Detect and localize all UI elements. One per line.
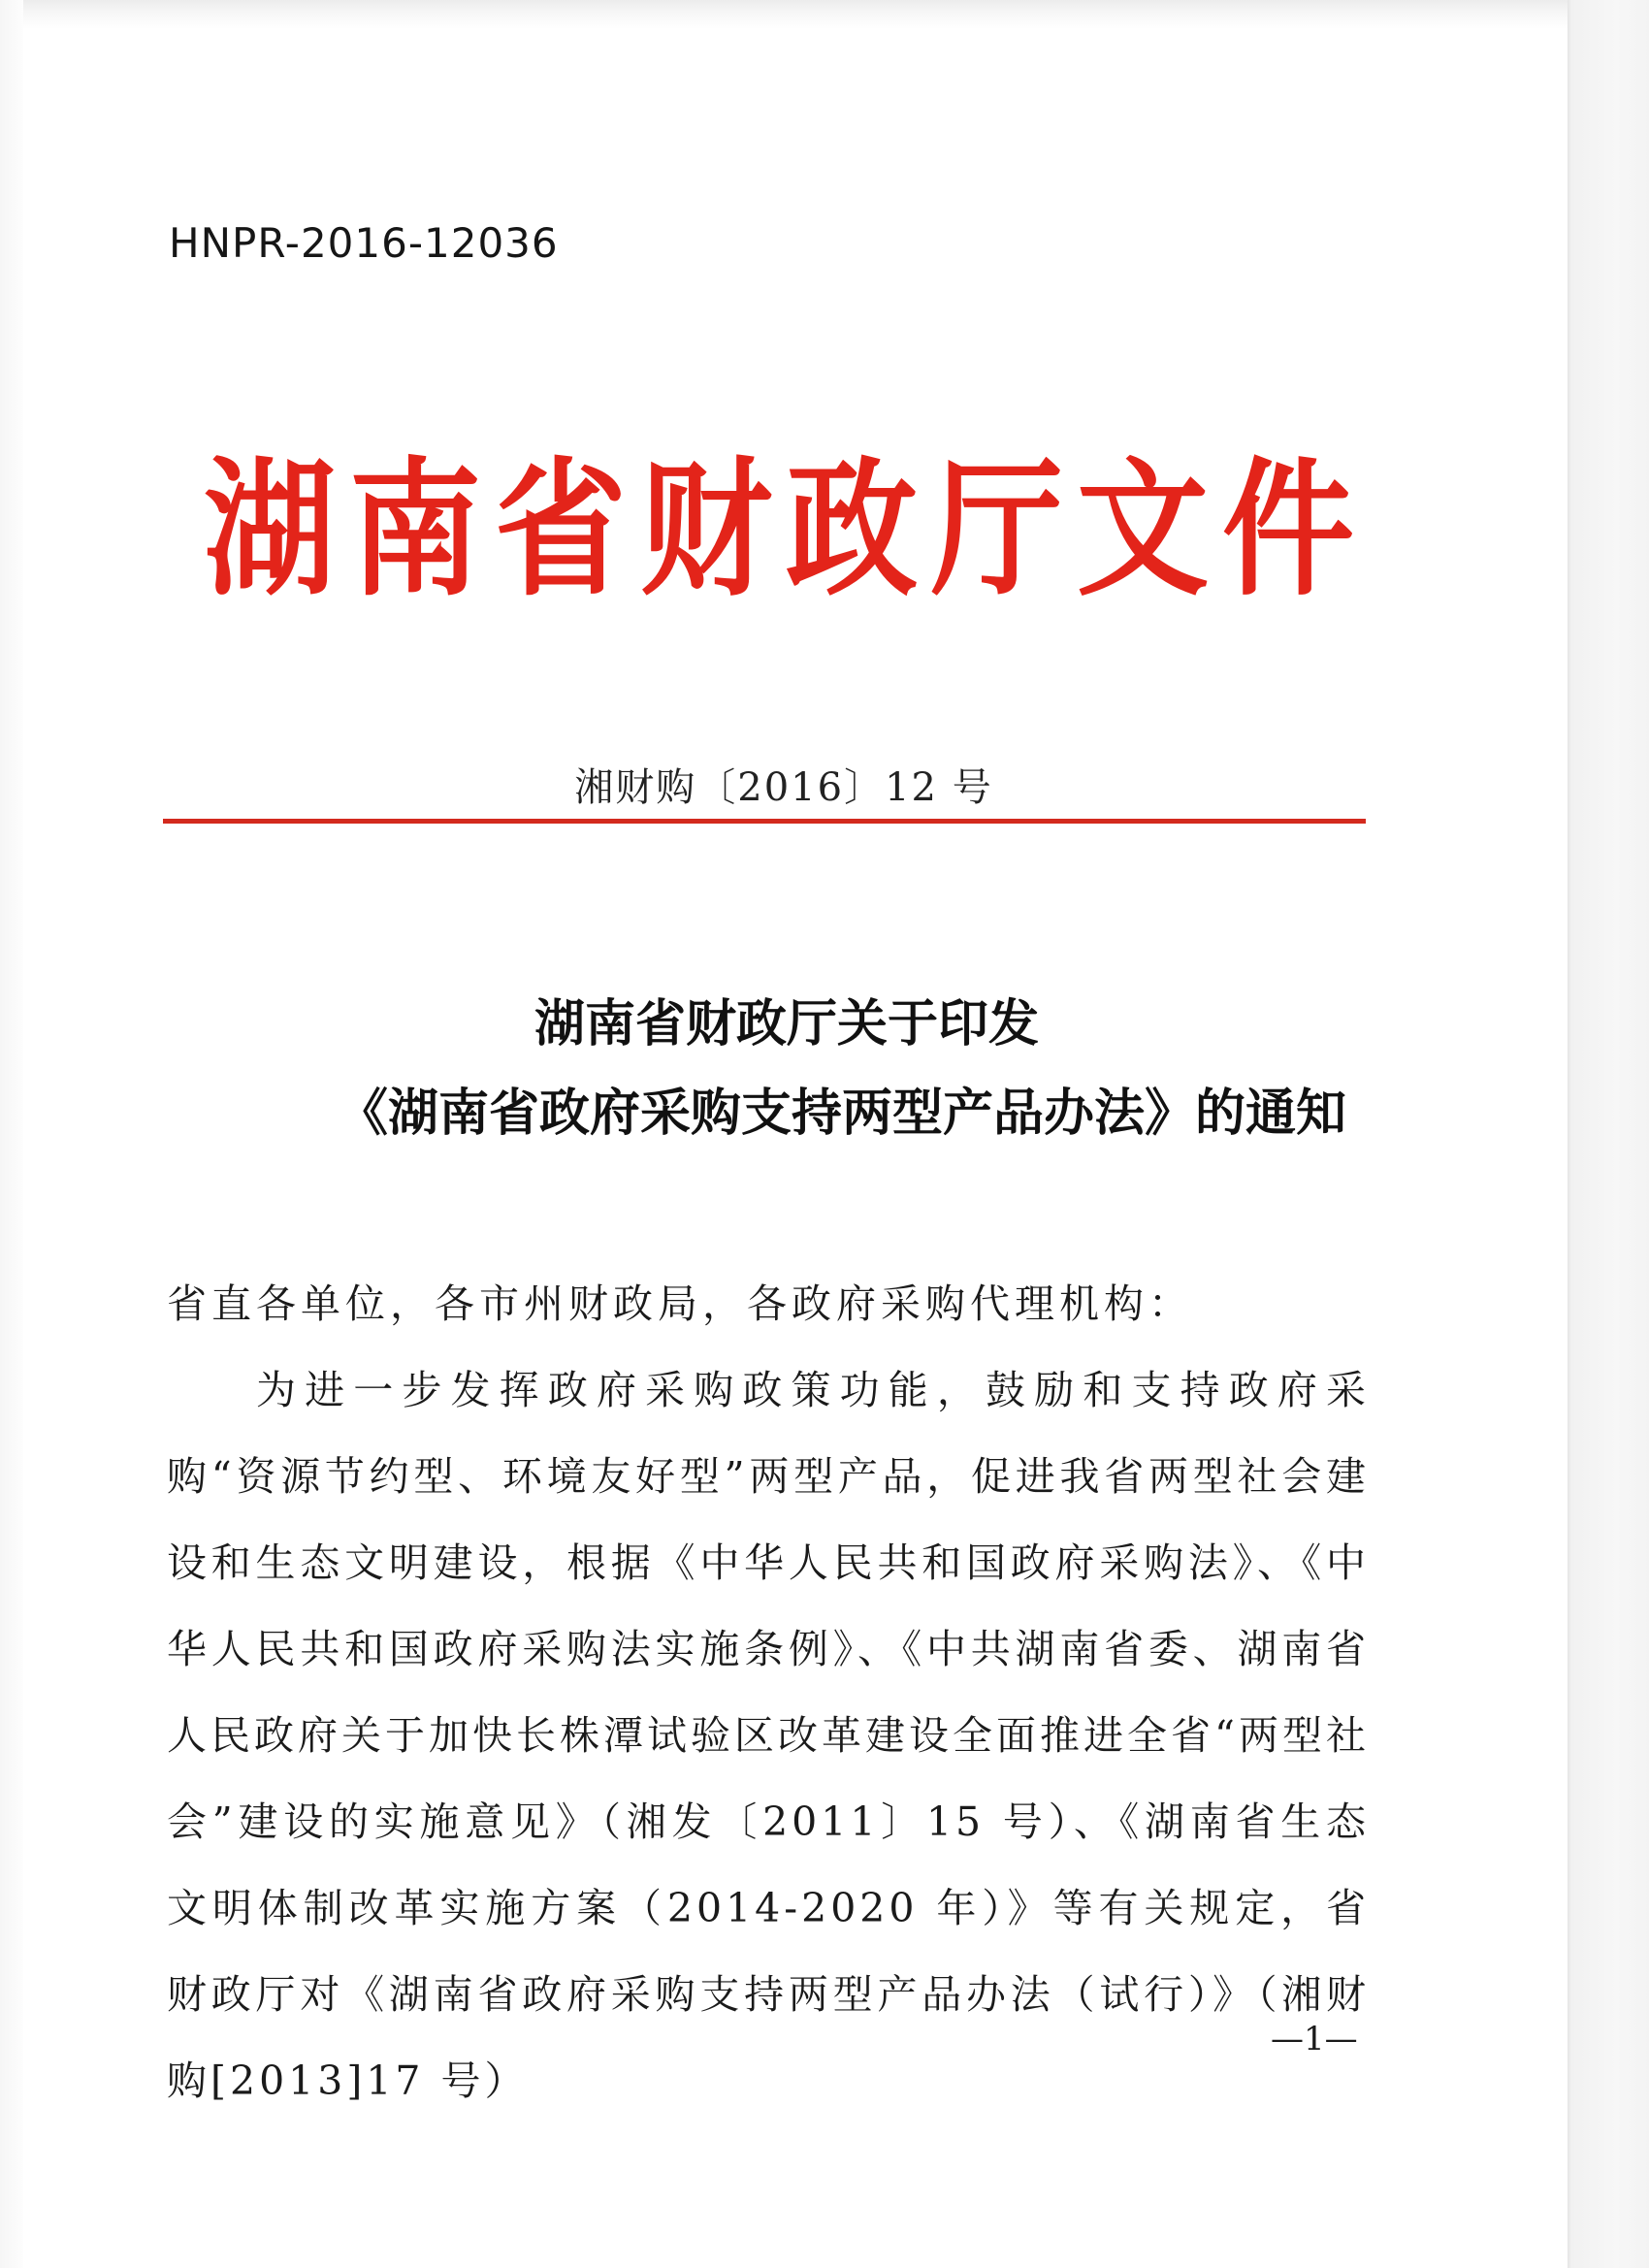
- red-divider-rule: [163, 819, 1366, 824]
- subject-line-1: 湖南省财政厅关于印发: [534, 994, 1039, 1053]
- red-header-title: 湖南省财政厅文件: [204, 442, 1368, 617]
- scan-edge-top: [0, 0, 1568, 29]
- salutation: 省直各单位，各市州财政局，各政府采购代理机构：: [167, 1280, 1193, 1327]
- page-number: —1—: [1271, 2020, 1358, 2058]
- subject-line-2: 《湖南省政府采购支持两型产品办法》的通知: [337, 1084, 1346, 1143]
- body-text: [167, 1261, 1370, 2124]
- document-number: 湘财购〔2016〕12 号: [574, 765, 993, 810]
- document-code: HNPR-2016-12036: [169, 219, 559, 267]
- notice-subject: [0, 980, 1568, 1158]
- body-paragraph: 为进一步发挥政府采购政策功能，鼓励和支持政府采购“资源节约型、环境友好型”两型产品，促进我省两型社会建设和生态文明建设，根据《中华人民共和国政府采购法》、《中华人民共和国政府采购法实施条例》、《中共湖南省委、湖南省人民政府关于加快长株潭试验区改革建设全面推进全省“两型社会”建设的实施意见》（湘发〔2011〕15 号）、《湖南省生态文明体制改革实施方案（2014-2020 年）》等有关规定，省财政厅对《湖南省政府采购支持两型产品办法（试行）》（湘财购[2013]17 号）: [167, 1367, 1370, 2104]
- scan-edge-right: [1568, 0, 1649, 2268]
